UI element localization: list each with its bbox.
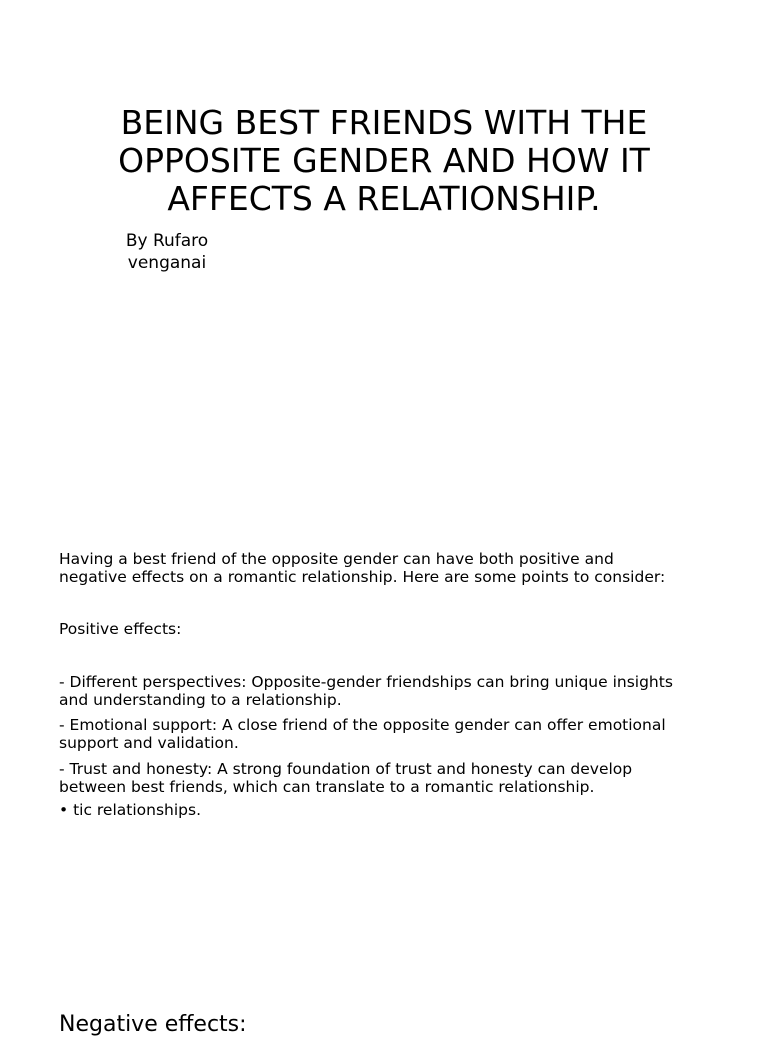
positive-effects-heading [59,620,719,638]
intro-paragraph [59,550,719,586]
bullet-text: • tic relationships. [59,801,202,819]
author-line: venganai [127,253,207,273]
point-emotional-support [59,716,719,752]
point-line: - Trust and honesty: A strong foundation of trust and honesty can develop [59,760,633,778]
point-line: support and validation. [59,734,239,752]
point-line: - Emotional support: A close friend of the opposite gender can offer emotional [59,716,666,734]
author-byline [107,230,227,274]
title-line: BEING BEST FRIENDS WITH THE [120,103,648,142]
point-line: and understanding to a relationship. [59,691,342,709]
intro-line: negative effects on a romantic relationship. Here are some points to consider: [59,568,666,586]
point-line: - Different perspectives: Opposite-gender friendships can bring unique insights [59,673,673,691]
point-different-perspectives [59,673,719,709]
positive-effects-label: Positive effects: [59,620,182,638]
title-line: OPPOSITE GENDER AND HOW IT [118,141,650,180]
author-line: By Rufaro [125,231,209,251]
title-line: AFFECTS A RELATIONSHIP. [167,179,601,218]
negative-effects-heading: Negative effects: [59,1012,247,1037]
point-trust-and-honesty [59,760,719,796]
document-title [60,104,708,218]
bullet-item [59,801,719,819]
intro-line: Having a best friend of the opposite gender can have both positive and [59,550,614,568]
point-line: between best friends, which can translate to a romantic relationship. [59,778,595,796]
